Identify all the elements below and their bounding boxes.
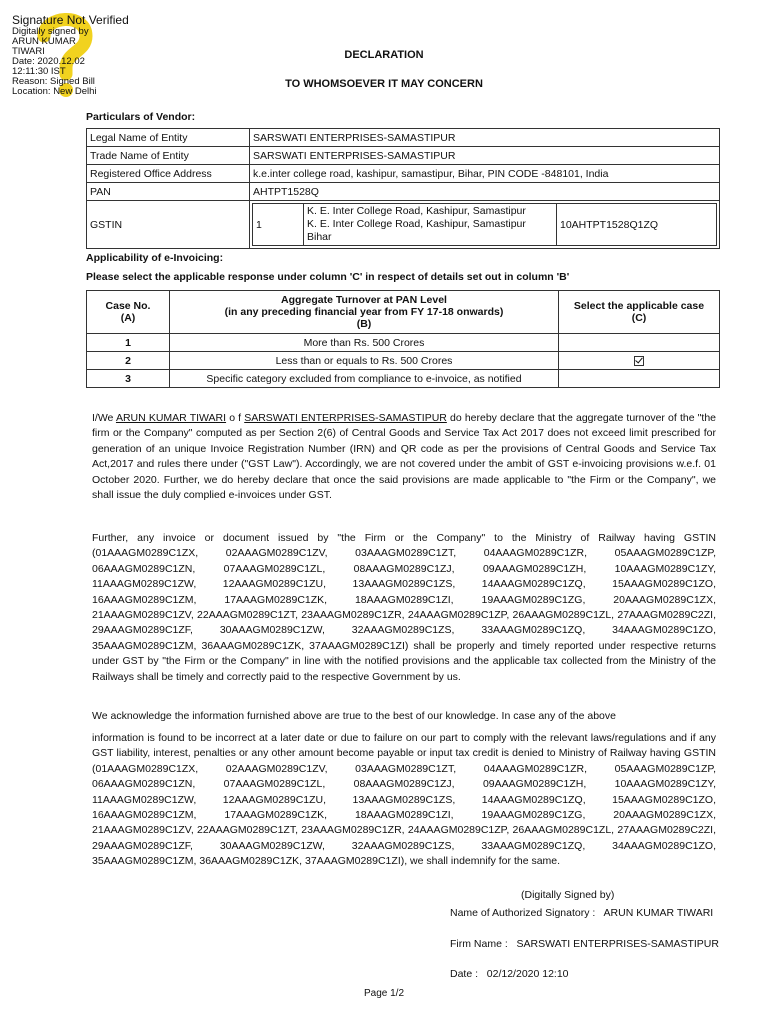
- applicability-label: Applicability of e-Invoicing:: [86, 252, 224, 264]
- vendor-table: [86, 128, 720, 249]
- vendor-field-value: AHTPT1528Q: [250, 183, 720, 201]
- signature-line: TIWARI: [12, 46, 45, 57]
- gstin-table: [252, 203, 717, 246]
- declaration-paragraph-3-first: We acknowledge the information furnished above are true to the best of our knowledge. In case any of the above: [92, 710, 616, 722]
- gstin-cell: [250, 201, 720, 249]
- signature-line: Location: New Delhi: [12, 86, 97, 97]
- case-number: 2: [87, 352, 170, 370]
- document-title: DECLARATION: [344, 49, 424, 61]
- table-row: [253, 204, 717, 246]
- case-description: More than Rs. 500 Crores: [170, 334, 559, 352]
- field-label: Date :: [450, 968, 479, 980]
- gstin-address: [304, 204, 557, 246]
- vendor-field-value: SARSWATI ENTERPRISES-SAMASTIPUR: [250, 129, 720, 147]
- signatory-name-underlined: ARUN KUMAR TIWARI: [115, 412, 227, 424]
- gstin-address-line: Bihar: [307, 231, 332, 243]
- case-select-cell[interactable]: [559, 352, 720, 370]
- gstin-address-line: K. E. Inter College Road, Kashipur, Samastipur: [307, 218, 526, 230]
- vendor-field-label: PAN: [87, 183, 250, 201]
- vendor-field-value: SARSWATI ENTERPRISES-SAMASTIPUR: [250, 147, 720, 165]
- table-row: [87, 370, 720, 388]
- declaration-paragraph-2: Further, any invoice or document issued by "the Firm or the Company" to the Ministry of Railway having GSTIN (01AAAGM0289C1ZX, 02AAAGM0289C1ZV, 03AAAGM0289C1ZT, 04AAAGM0289C1ZR, 05AAAGM0289C1ZP, 06AAAGM0289C1ZN, 07AAAGM0289C1ZL, 08AAAGM0289C1ZJ, 09AAAGM0289C1ZH, 10AAAGM0289C1ZY, 11AAAGM0289C1ZW, 12AAAGM0289C1ZU, 13AAAGM0289C1ZS, 14AAAGM0289C1ZQ, 15AAAGM0289C1ZO, 16AAAGM0289C1ZM, 17AAAGM0289C1ZK, 18AAAGM0289C1ZI, 19AAAGM0289C1ZG, 20AAAGM0289C1ZX, 21AAAGM0289C1ZV, 22AAAGM0289C1ZT, 23AAAGM0289C1ZR, 24AAAGM0289C1ZP, 26AAAGM0289C1ZL, 27AAAGM0289C2ZI, 29AAAGM0289C1ZF, 30AAAGM0289C1ZW, 32AAAGM0289C1ZS, 33AAAGM0289C1ZQ, 34AAAGM0289C1ZO, 35AAAGM0289C1ZM, 36AAAGM0289C1ZK, 37AAAGM0289C1ZI) shall be properly and timely reported under respective returns under GST by "the Firm or the Company" in line with the notified provisions and the applicable tax collected from the Ministry of the Railways shall be timely and correctly paid to the respective Government by us.: [92, 532, 716, 683]
- case-select-cell[interactable]: [559, 370, 720, 388]
- signature-line: Reason: Signed Bill: [12, 76, 95, 87]
- table-row: [87, 147, 720, 165]
- signature-line: Date: 2020.12.02: [12, 56, 85, 67]
- column-header-b: [170, 291, 559, 334]
- gstin-index: 1: [253, 204, 304, 246]
- header-line: Aggregate Turnover at PAN Level: [281, 294, 447, 306]
- column-header-c: [559, 291, 720, 334]
- vendor-field-label: Registered Office Address: [87, 165, 250, 183]
- signatory-firm: [450, 937, 730, 951]
- field-value: ARUN KUMAR TIWARI: [603, 907, 714, 919]
- header-line: (B): [356, 318, 372, 330]
- signature-line: 12:11:30 IST: [12, 66, 66, 77]
- table-row: [87, 352, 720, 370]
- checkbox-checked-icon[interactable]: [634, 356, 644, 366]
- field-value: 02/12/2020 12:10: [486, 968, 569, 980]
- applicability-table: [86, 290, 720, 388]
- firm-name-underlined: SARSWATI ENTERPRISES-SAMASTIPUR: [244, 412, 447, 424]
- vendor-field-value: k.e.inter college road, kashipur, samastipur, Bihar, PIN CODE -848101, India: [250, 165, 720, 183]
- header-line: Select the applicable case: [573, 300, 705, 312]
- column-header-a: [87, 291, 170, 334]
- page-number: Page 1/2: [363, 988, 405, 999]
- table-row: [87, 165, 720, 183]
- signatory-date: [450, 967, 730, 981]
- signature-line: Digitally signed by: [12, 26, 89, 37]
- table-header-row: [87, 291, 720, 334]
- case-select-cell[interactable]: [559, 334, 720, 352]
- declaration-paragraph-1: [92, 411, 716, 503]
- case-number: 3: [87, 370, 170, 388]
- vendor-field-label: Legal Name of Entity: [87, 129, 250, 147]
- header-line: (A): [120, 312, 136, 324]
- gstin-number: 10AHTPT1528Q1ZQ: [557, 204, 717, 246]
- text-span: o f: [226, 412, 245, 424]
- document-subtitle: TO WHOMSOEVER IT MAY CONCERN: [285, 78, 483, 90]
- signatory-name: [450, 906, 730, 920]
- signature-line: ARUN KUMAR: [12, 36, 76, 47]
- gstin-address-line: K. E. Inter College Road, Kashipur, Samastipur: [307, 205, 526, 217]
- applicability-instruction: Please select the applicable response under column 'C' in respect of details set out in column 'B': [86, 271, 570, 283]
- case-description: Less than or equals to Rs. 500 Crores: [170, 352, 559, 370]
- text-span: I/We: [92, 412, 116, 424]
- vendor-field-label: Trade Name of Entity: [87, 147, 250, 165]
- vendor-section-label: Particulars of Vendor:: [86, 111, 196, 123]
- field-label: Name of Authorized Signatory :: [450, 907, 596, 919]
- field-label: Firm Name :: [450, 938, 508, 950]
- table-row: [87, 129, 720, 147]
- table-row: [87, 183, 720, 201]
- field-value: SARSWATI ENTERPRISES-SAMASTIPUR: [516, 938, 719, 950]
- table-row: [87, 334, 720, 352]
- case-number: 1: [87, 334, 170, 352]
- text-span: do hereby declare that the aggregate turnover of the "the firm or the Company" computed as per Section 2(6) of Central Goods and Service Tax Act 2017 does not exceed limit prescribed for generation of an unique Invoice Registration Number (IRN) and QR code as per the provisions of Central Goods and Service Tax Act,2017 and rules there under ("GST Law"). Accordingly, we are not covered under the ambit of GST e-invoicing provisions w.e.f. 01 October 2020. Further, we do hereby declare that once the said provisions are made applicable to "the Firm or the Company", we shall issue the duly complied e-invoices under GST.: [92, 412, 716, 502]
- signature-status: Signature Not Verified: [12, 13, 129, 27]
- case-description: Specific category excluded from compliance to e-invoice, as notified: [170, 370, 559, 388]
- declaration-paragraph-3: information is found to be incorrect at a later date or due to failure on our part to comply with the relevant laws/regulations and if any GST liability, interest, penalties or any other amount become payable or input tax credit is denied to Ministry of Railway having GSTIN (01AAAGM0289C1ZX, 02AAAGM0289C1ZV, 03AAAGM0289C1ZT, 04AAAGM0289C1ZR, 05AAAGM0289C1ZP, 06AAAGM0289C1ZN, 07AAAGM0289C1ZL, 08AAAGM0289C1ZJ, 09AAAGM0289C1ZH, 10AAAGM0289C1ZY, 11AAAGM0289C1ZW, 12AAAGM0289C1ZU, 13AAAGM0289C1ZS, 14AAAGM0289C1ZQ, 15AAAGM0289C1ZO, 16AAAGM0289C1ZM, 17AAAGM0289C1ZK, 18AAAGM0289C1ZI, 19AAAGM0289C1ZG, 20AAAGM0289C1ZX, 21AAAGM0289C1ZV, 22AAAGM0289C1ZT, 23AAAGM0289C1ZR, 24AAAGM0289C1ZP, 26AAAGM0289C1ZL, 27AAAGM0289C2ZI, 29AAAGM0289C1ZF, 30AAAGM0289C1ZW, 32AAAGM0289C1ZS, 33AAAGM0289C1ZQ, 34AAAGM0289C1ZO, 35AAAGM0289C1ZM, 36AAAGM0289C1ZK, 37AAAGM0289C1ZI), we shall indemnify for the same.: [92, 732, 716, 868]
- header-line: Case No.: [105, 300, 151, 312]
- header-line: (in any preceding financial year from FY 17-18 onwards): [224, 306, 504, 318]
- digitally-signed-label: (Digitally Signed by): [521, 889, 615, 901]
- vendor-field-label: GSTIN: [87, 201, 250, 249]
- header-line: (C): [631, 312, 647, 324]
- table-row: [87, 201, 720, 249]
